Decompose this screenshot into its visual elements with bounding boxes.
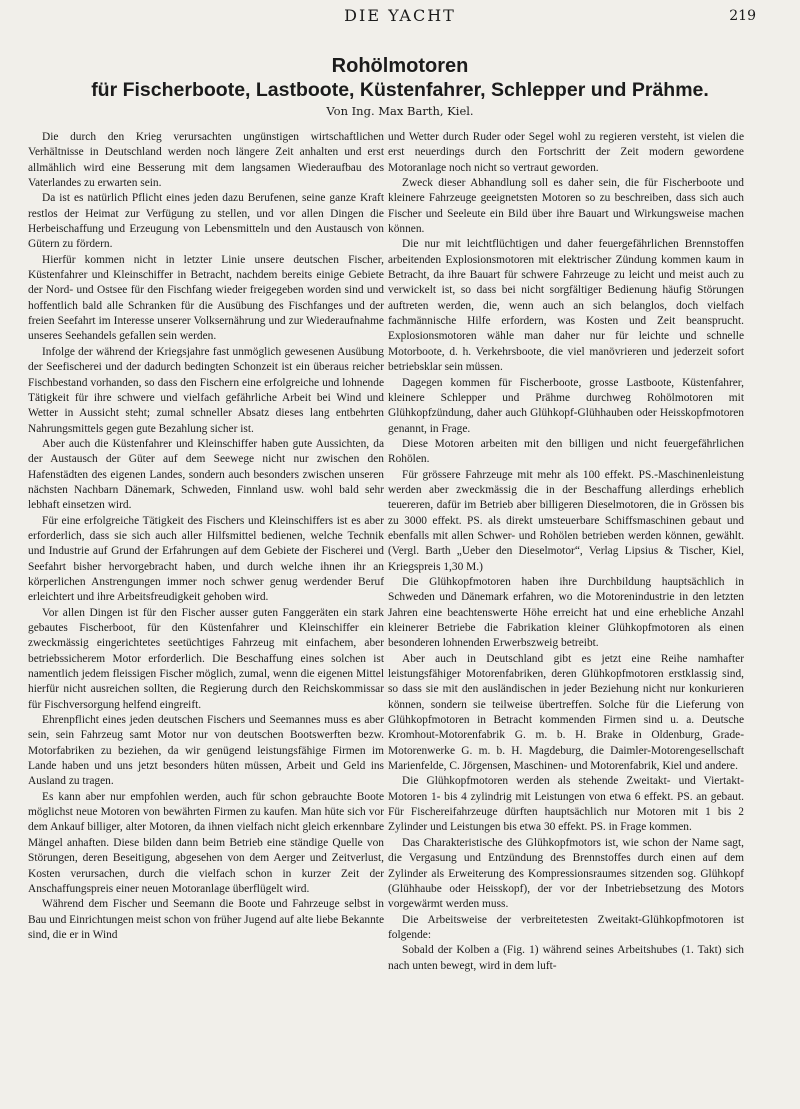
article-author: Von Ing. Max Barth, Kiel. — [326, 104, 474, 118]
paragraph: Da ist es natürlich Pflicht eines jeden dazu Berufenen, seine ganze Kraft restlos der Heimat zur Verfügung zu stellen, und vor allen Dingen die Herbeischaffung und Erzeugung von Lebensmitteln und den Austausch von Gütern zu fördern. — [28, 192, 384, 251]
paragraph: Für grössere Fahrzeuge mit mehr als 100 effekt. PS.-Maschinenleistung werden aber zweckmässig die in der Beschaffung allerdings erheblich teuereren, dafür im Betrieb aber billigeren Dieselmotoren, die in Grössen bis zu 3000 effekt. PS. als direkt umsteuerbare Schiffsmaschinen gebaut und ebenfalls mit allen Schwer- und Rohölen betrieben werden können, gewählt. (Vergl. Barth „Ueber den Dieselmotor“, Verlag Lipsius & Tischer, Kiel, Kriegspreis 1,30 M.) — [388, 468, 744, 573]
article-title — [0, 54, 800, 102]
paragraph: Die Glühkopfmotoren haben ihre Durchbildung hauptsächlich in Schweden und Dänemark erfahren, wo die Motorenindustrie in den letzten Jahren eine beachtenswerte Höhe erreicht hat und eine erhebliche Anzahl kleinerer Betriebe die Fabrikation kleiner Glühkopfmotoren als einen besonderen lohnenden Erwerbszweig betreibt. — [388, 575, 744, 650]
journal-name: DIE YACHT — [344, 6, 456, 25]
paragraph: Diese Motoren arbeiten mit den billigen und nicht feuergefährlichen Rohölen. — [388, 437, 744, 466]
paragraph: Das Charakteristische des Glühkopfmotors ist, wie schon der Name sagt, die Vergasung und Entzündung des Brennstoffes durch einen auf dem Zylinder als Erweiterung des Kompressionsraumes sitzenden sog. Glühkopf (Glühhaube oder Heisskopf), der vor der Inbetriebsetzung des Motors vorgewärmt werden muss. — [388, 836, 744, 911]
paragraph: Infolge der während der Kriegsjahre fast unmöglich gewesenen Ausübung der Seefischerei und der dadurch bedingten Schonzeit ist ein überaus reicher Fischbestand vorhanden, so dass den Fischern eine erfolgreiche und lohnende Tätigkeit für ihre schwere und vielfach gefährliche Arbeit bei Wind und Wetter in Aussicht steht; zumal schneller Absatz dieses lang entbehrten Nahrungsmittels gegen gute Bezahlung sicher ist. — [28, 345, 384, 435]
paragraph: Für eine erfolgreiche Tätigkeit des Fischers und Kleinschiffers ist es aber erforderlich, dass sie sich auch aller Hilfsmittel bedienen, welche Technik und Industrie auf Grund der Erfahrungen auf dem Gebiete der Fischerei und Seefahrt bisher hervorgebracht haben, und durch welche ihnen ihr an körperlichen Anstrengungen immer noch schwer genug werdender Beruf erleichtert und ihre Arbeitsfreudigkeit gehoben wird. — [28, 514, 384, 604]
title-line-2: für Fischerboote, Lastboote, Küstenfahrer, Schlepper und Prähme. — [91, 79, 709, 101]
paragraph: Es kann aber nur empfohlen werden, auch für schon gebrauchte Boote möglichst neue Motoren von bewährten Firmen zu kaufen. Man hüte sich vor dem Ankauf billiger, alter Motoren, da ihnen vielfach nicht gleich erkennbare Mängel anhaften. Diese bilden dann beim Betrieb eine ständige Quelle von Störungen, deren Beseitigung, abgesehen von dem Aerger und Zeitverlust, Kosten verursachen, durch die vielfach schon in kurzer Zeit der Anschaffungspreis einer neuen Motoranlage überflügelt wird. — [28, 790, 384, 895]
paragraph: Ehrenpflicht eines jeden deutschen Fischers und Seemannes muss es aber sein, sein Fahrzeug samt Motor nur von deutschen Bootswerften bezw. Motorfabriken zu beziehen, da wir genügend leistungsfähige Firmen im Lande haben und uns jetzt besonders hüten müssen, Arbeit und Geld ins Ausland zu tragen. — [28, 714, 384, 788]
right-column — [388, 130, 744, 1105]
paragraph-continued: und Wetter durch Ruder oder Segel wohl zu regieren versteht, ist vielen die erst neuerdings durch den Fortschritt der Zeit modern gewordene Motoranlage noch nicht so vertraut geworden. — [388, 131, 744, 174]
page-number: 219 — [729, 8, 756, 24]
title-line-1: Rohölmotoren — [331, 55, 469, 77]
paragraph: Die Arbeitsweise der verbreitetesten Zweitakt-Glühkopfmotoren ist folgende: — [388, 913, 744, 941]
paragraph: Zweck dieser Abhandlung soll es daher sein, die für Fischerboote und kleinere Fahrzeuge geeignetsten Motoren so zu beschreiben, dass sich auch Fischer und Seeleute ein Bild über ihre Bauart und Wirkungsweise machen können. — [388, 177, 744, 236]
paragraph: Während dem Fischer und Seemann die Boote und Fahrzeuge selbst in Bau und Einrichtungen meist schon von früher Jugend auf alte liebe Bekannte sind, die er in Wind — [28, 898, 384, 941]
paragraph: Die nur mit leichtflüchtigen und daher feuergefährlichen Brennstoffen arbeitenden Explosionsmotoren mit elektrischer Zündung kommen kaum in Betracht, da ihre Bauart für schwere Fahrzeuge zu leicht und meist auch zu verwickelt ist, so dass bei nicht sorgfältiger Bedienung häufig Störungen auftreten werden, die, wenn auch an sich belanglos, doch vielfach fachmännische Hilfe erfordern, was Kosten und Zeit beansprucht. Explosionsmotoren wähle man daher nur für leichte und schnelle Motorboote, d. h. Verkehrsboote, die viel manövrieren und jederzeit sofort betriebsklar sein müssen. — [388, 238, 744, 374]
paragraph: Sobald der Kolben a (Fig. 1) während seines Arbeitshubes (1. Takt) sich nach unten bewegt, wird in dem luft- — [388, 944, 744, 972]
paragraph: Die durch den Krieg verursachten ungünstigen wirtschaftlichen Verhältnisse in Deutschland werden noch längere Zeit anhalten und erst allmählich wird eine Besserung mit dem langsamen Wiederaufbau des Vaterlandes zu erwarten sein. — [28, 131, 384, 190]
paragraph: Aber auch in Deutschland gibt es jetzt eine Reihe namhafter leistungsfähiger Motorenfabriken, deren Glühkopfmotoren erstklassig sind, so dass sie mit den ausländischen in jeder Beziehung nicht nur konkurieren können, sondern sie teilweise übertreffen. Solche für die Lieferung von Glühkopfmotoren in Betracht kommenden Firmen sind u. a. Deutsche Kromhout-Motorenfabrik G. m. b. H. Brake in Oldenburg, Grade-Motorenwerke G. m. b. H. Magdeburg, die Daimler-Motorengesellschaft Marienfelde, C. Jörgensen, Maschinen- und Motorenfabrik, Kiel und andere. — [388, 652, 744, 773]
left-column — [28, 130, 384, 1105]
paragraph: Aber auch die Küstenfahrer und Kleinschiffer haben gute Aussichten, da der Austausch der Güter auf dem Seewege nicht nur zwischen den Hafenstädten des eigenen Landes, sondern auch besonders zwischen unseren nächsten Nachbarn Dänemark, Schweden, Finnland usw. wohl bald sehr lebhaft einsetzen wird. — [28, 437, 384, 512]
paragraph: Hierfür kommen nicht in letzter Linie unsere deutschen Fischer, Küstenfahrer und Kleinschiffer in Betracht, nachdem bereits einige Gebiete der Nord- und Ostsee für den Fischfang wieder freigegeben worden sind und hoffentlich bald alle Schranken für die Ausübung des Fischfanges und der freien Seefahrt im Interesse unserer Volksernährung und zur Wiederaufnahme unseres Seehandels gefallen sein werden. — [28, 253, 384, 343]
paragraph: Vor allen Dingen ist für den Fischer ausser guten Fanggeräten ein stark gebautes Fischerboot, für den Küstenfahrer und Kleinschiffer ein zweckmässig eingerichtetes seetüchtiges Fahrzeug mit einfachem, aber betriebssicherem Motor erforderlich. Die Beschaffung eines solchen ist namentlich jedem fleissigen Fischer möglich, zumal, wenn die eigenen Mittel hierfür nicht ausreichen sollten, die Regierung durch den Reichskommissar für Fischversorgung helfend eingreift. — [28, 606, 384, 711]
paragraph: Die Glühkopfmotoren werden als stehende Zweitakt- und Viertakt-Motoren 1- bis 4 zylindrig mit Leistungen von etwa 6 effekt. PS. an gebaut. Für Fischereifahrzeuge dürften hauptsächlich nur Motoren mit 1 bis 2 Zylinder und Leistungen bis etwa 30 effekt. PS. in Frage kommen. — [388, 775, 744, 834]
paragraph: Dagegen kommen für Fischerboote, grosse Lastboote, Küstenfahrer, kleinere Schlepper und Prähme durchweg Rohölmotoren mit Glühkopfzündung, daher auch Glühkopf-Glühhauben oder Heisskopfmotoren genannt, in Frage. — [388, 376, 744, 435]
